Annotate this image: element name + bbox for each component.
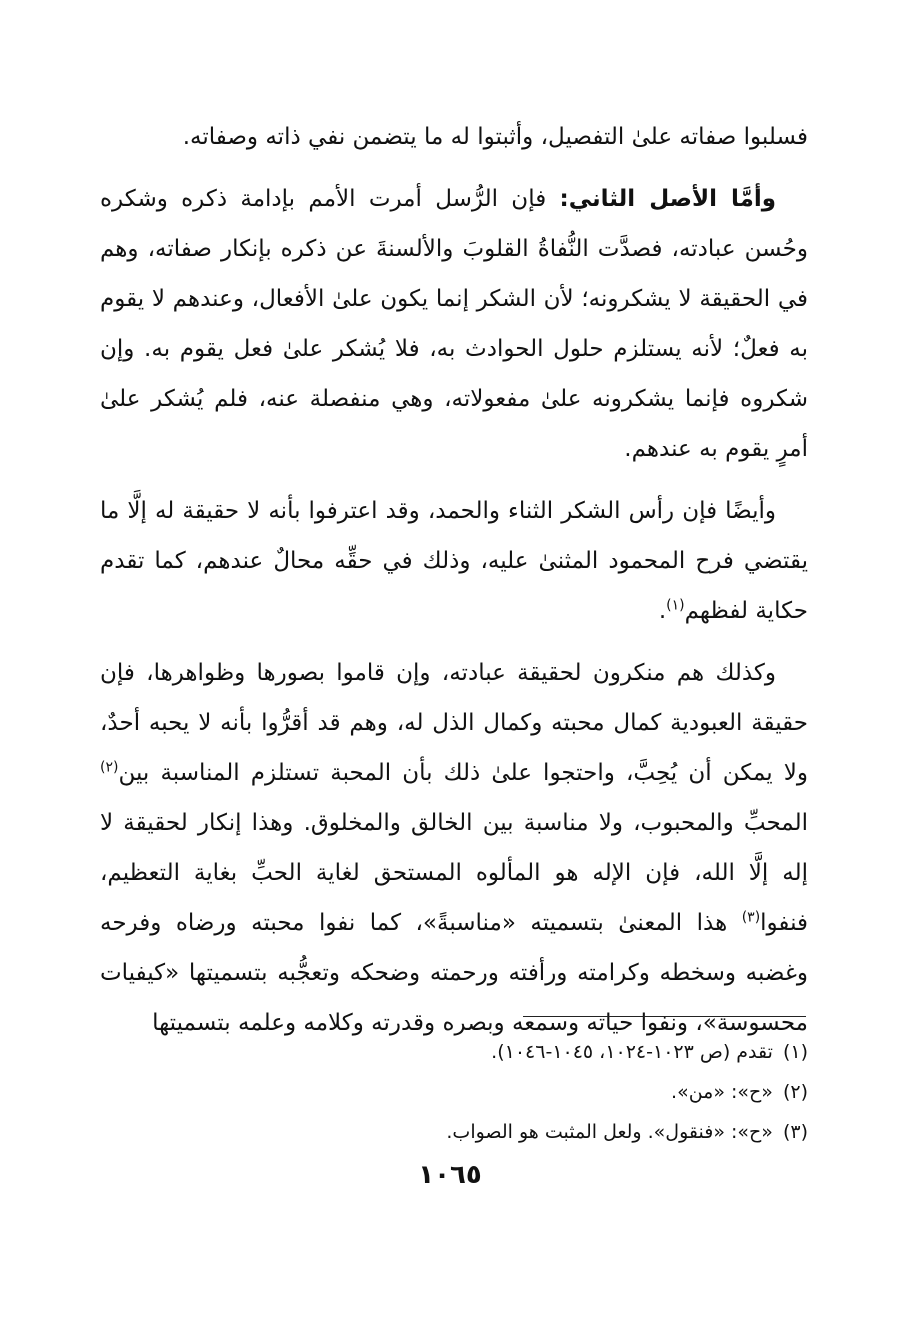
footnote-2 bbox=[88, 1072, 808, 1112]
footnote-1 bbox=[88, 1032, 808, 1072]
footnote-ref-1: (١) bbox=[666, 597, 685, 614]
paragraph-3-text: وأيضًا فإن رأس الشكر الثناء والحمد، وقد اعترفوا بأنه لا حقيقة له إلَّا ما يقتضي فرح المحمود المثنىٰ عليه، وذلك في حقِّه محالٌ عندهم، كما تقدم حكاية لفظهم bbox=[100, 498, 808, 624]
paragraph-1 bbox=[100, 112, 808, 162]
paragraph-4-text-b: المحبِّ والمحبوب، ولا مناسبة بين الخالق والمخلوق. وهذا إنكار لحقيقة لا إله إلَّا الله، فإن الإله هو المألوه المستحق لغاية الحبِّ بغاية التعظيم، فنفوا bbox=[100, 810, 808, 936]
paragraph-1-text: فسلبوا صفاته علىٰ التفصيل، وأثبتوا له ما يتضمن نفي ذاته وصفاته. bbox=[182, 124, 808, 150]
paragraph-4-text-a: وكذلك هم منكرون لحقيقة عبادته، وإن قاموا بصورها وظواهرها، فإن حقيقة العبودية كمال محبته وكمال الذل له، وهم قد أقرُّوا بأنه لا يحبه أحدٌ، ولا يمكن أن يُحِبَّ، واحتجوا علىٰ ذلك بأن المحبة تستلزم المناسبة بين bbox=[100, 660, 808, 786]
footnote-text: «ح»: «من». bbox=[671, 1081, 773, 1103]
main-text bbox=[100, 112, 808, 1048]
paragraph-2 bbox=[100, 174, 808, 474]
footnote-text: «ح»: «فنقول». ولعل المثبت هو الصواب. bbox=[446, 1121, 773, 1143]
footnote-number: (٢) bbox=[782, 1081, 808, 1103]
footnote-number: (١) bbox=[782, 1041, 808, 1063]
paragraph-4 bbox=[100, 648, 808, 1048]
footnote-ref-3: (٣) bbox=[741, 909, 761, 926]
footnote-divider bbox=[523, 1016, 806, 1017]
paragraph-4-text-c: هذا المعنىٰ بتسميته «مناسبةً»، كما نفوا محبته ورضاه وفرحه وغضبه وسخطه وكرامته ورأفته ورحمته وضحكه وتعجُّبه بتسميتها «كيفيات محسوسة»، ونفوا حياته وسمعه وبصره وقدرته وكلامه وعلمه بتسميتها bbox=[100, 910, 808, 1036]
footnote-number: (٣) bbox=[782, 1121, 808, 1143]
footnotes bbox=[88, 1032, 808, 1152]
footnote-3 bbox=[88, 1112, 808, 1152]
paragraph-3-end: . bbox=[658, 598, 667, 624]
footnote-ref-2: (٢) bbox=[100, 759, 119, 776]
section-heading-second-principle: وأمَّا الأصل الثاني: bbox=[559, 186, 777, 212]
paragraph-3 bbox=[100, 486, 808, 636]
footnote-text: تقدم (ص ١٠٢٣-١٠٢٤، ١٠٤٥-١٠٤٦). bbox=[491, 1041, 773, 1063]
page-number: ١٠٦٥ bbox=[418, 1160, 482, 1190]
paragraph-2-text: فإن الرُّسل أمرت الأمم بإدامة ذكره وشكره وحُسن عبادته، فصدَّت النُّفاةُ القلوبَ والألسنةَ عن ذكره بإنكار صفاته، وهم في الحقيقة لا يشكرونه؛ لأن الشكر إنما يكون علىٰ الأفعال، وعندهم لا يقوم به فعلٌ؛ لأنه يستلزم حلول الحوادث به، فلا يُشكر علىٰ فعل يقوم به. وإن شكروه فإنما يشكرونه علىٰ مفعولاته، وهي منفصلة عنه، فلم يُشكر علىٰ أمرٍ يقوم به عندهم. bbox=[100, 186, 808, 462]
